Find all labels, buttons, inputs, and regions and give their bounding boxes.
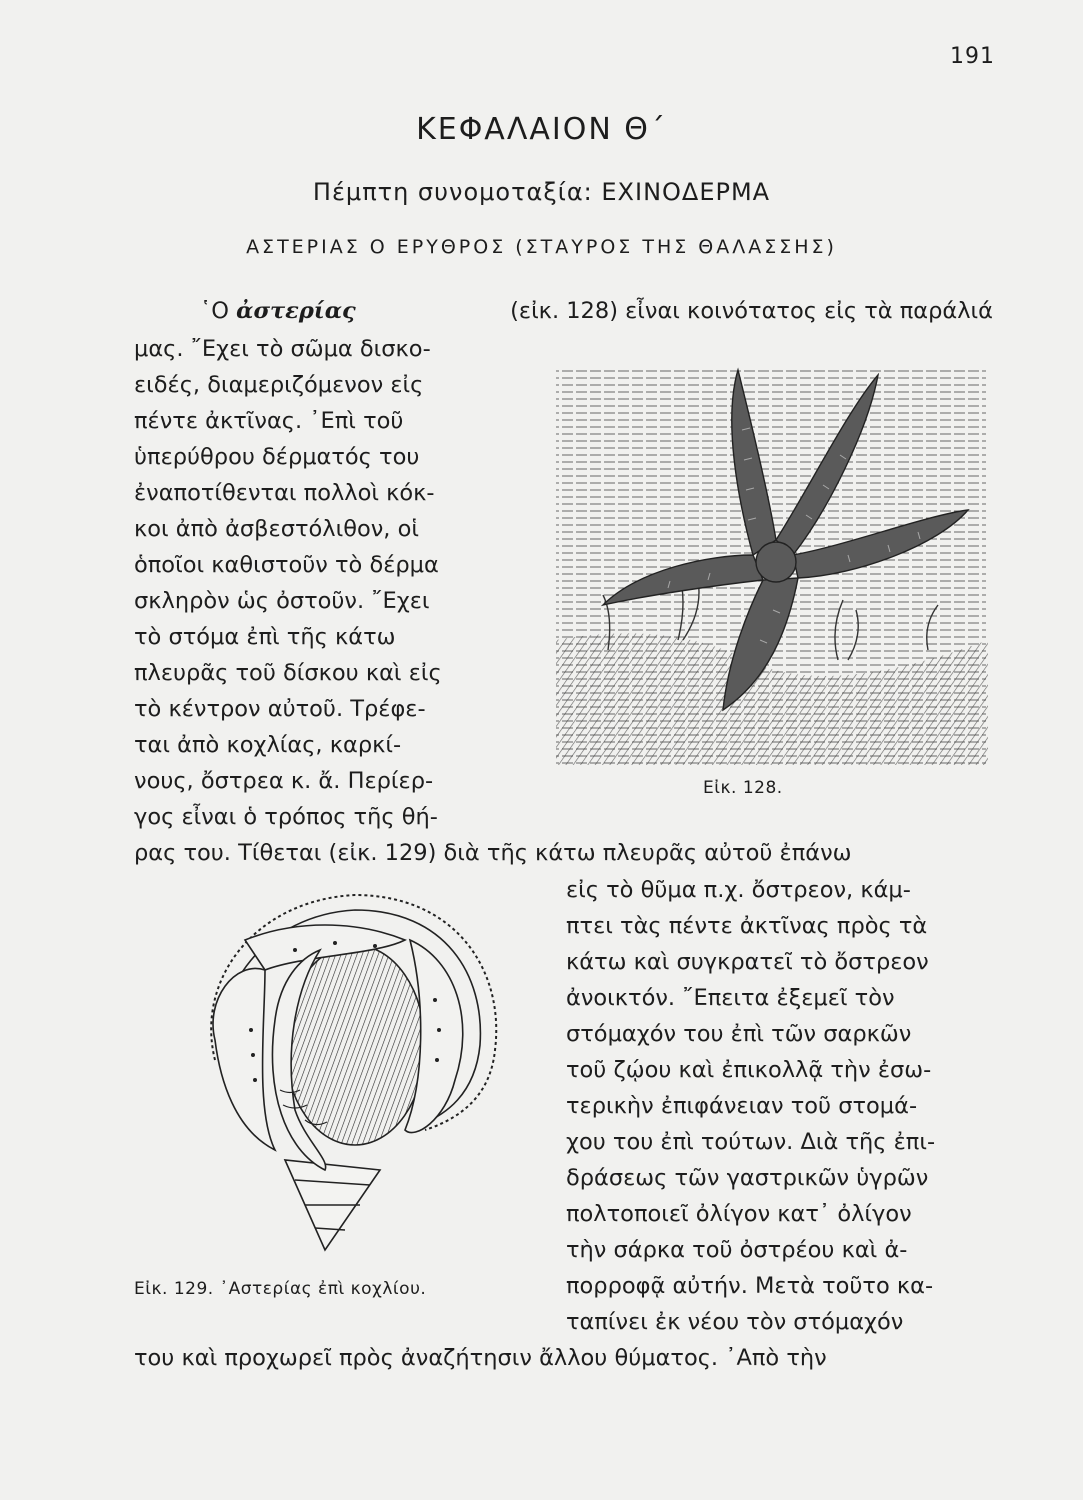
text-line: κάτω καὶ συγκρατεῖ τὸ ὄστρεον — [566, 949, 929, 975]
chapter-title: ΚΕΦΑΛΑΙΟΝ Θ΄ — [416, 112, 667, 147]
text-line: τὸ στόμα ἐπὶ τῆς κάτω — [134, 624, 396, 650]
figure-129-caption: Εἰκ. 129. ᾽Αστερίας ἐπὶ κοχλίου. — [134, 1279, 427, 1299]
text-line: ται ἀπὸ κοχλίας, καρκί- — [134, 732, 402, 758]
figure-128-starfish — [548, 340, 998, 770]
term-asterias: ἀστερίας — [236, 298, 356, 324]
text-line: ἀνοικτόν. ῎Επειτα ἐξεμεῖ τὸν — [566, 985, 895, 1011]
text-line: πορροφᾷ αὐτήν. Μετὰ τοῦτο κα- — [566, 1273, 934, 1299]
text-line: ρας του. Τίθεται (εἰκ. 129) διὰ τῆς κάτω πλευρᾶς αὐτοῦ ἐπάνω — [134, 840, 852, 866]
text-fragment: (εἰκ. 128) εἶναι κοινότατος εἰς τὰ παράλιά — [510, 298, 993, 324]
figure-128-caption: Εἰκ. 128. — [703, 778, 783, 798]
text-line: εἰς τὸ θῦμα π.χ. ὄστρεον, κάμ- — [566, 877, 911, 903]
text-line: τοῦ ζῴου καὶ ἐπικολλᾷ τὴν ἐσω- — [566, 1057, 932, 1083]
text-fragment: ῾Ο — [200, 298, 229, 324]
text-line: μας. ῎Εχει τὸ σῶμα δισκο- — [134, 336, 431, 362]
text-line: ειδές, διαμεριζόμενον εἰς — [134, 372, 424, 398]
text-line: νους, ὄστρεα κ. ἄ. Περίερ- — [134, 768, 434, 794]
text-line: σκληρὸν ὡς ὀστοῦν. ῎Εχει — [134, 588, 430, 614]
text-line: δράσεως τῶν γαστρικῶν ὑγρῶν — [566, 1165, 929, 1191]
page-number: 191 — [950, 44, 995, 69]
text-line: τερικὴν ἐπιφάνειαν τοῦ στομά- — [566, 1093, 918, 1119]
text-line: πλευρᾶς τοῦ δίσκου καὶ εἰς — [134, 660, 442, 686]
text-line: του καὶ προχωρεῖ πρὸς ἀναζήτησιν ἄλλου θύματος. ᾽Απὸ τὴν — [134, 1345, 827, 1371]
text-line: γος εἶναι ὁ τρόπος τῆς θή- — [134, 804, 438, 830]
text-line: πτει τὰς πέντε ἀκτῖνας πρὸς τὰ — [566, 913, 928, 939]
text-line: πολτοποιεῖ ὀλίγον κατ᾽ ὀλίγον — [566, 1201, 912, 1227]
text-line: τὴν σάρκα τοῦ ὀστρέου καὶ ἀ- — [566, 1237, 908, 1263]
text-line: ἐναποτίθενται πολλοὶ κόκ- — [134, 480, 435, 506]
text-line: πέντε ἀκτῖνας. ᾽Επὶ τοῦ — [134, 408, 404, 434]
section-title: ΑΣΤΕΡΙΑΣ Ο ΕΡΥΘΡΟΣ (ΣΤΑΥΡΟΣ ΤΗΣ ΘΑΛΑΣΣΗΣ) — [246, 236, 837, 258]
text-line — [200, 300, 993, 323]
text-line: ὁποῖοι καθιστοῦν τὸ δέρμα — [134, 552, 439, 578]
figure-129-starfish-on-shell — [155, 880, 530, 1270]
text-line: χου του ἐπὶ τούτων. Διὰ τῆς ἐπι- — [566, 1129, 936, 1155]
text-line: στόμαχόν του ἐπὶ τῶν σαρκῶν — [566, 1021, 912, 1047]
text-line: ταπίνει ἐκ νέου τὸν στόμαχόν — [566, 1309, 904, 1335]
text-line: κοι ἀπὸ ἀσβεστόλιθον, οἱ — [134, 516, 419, 542]
text-line: ὑπερύθρου δέρματός του — [134, 444, 420, 470]
subtitle: Πέμπτη συνομοταξία: ΕΧΙΝΟΔΕΡΜΑ — [312, 178, 771, 206]
text-line: τὸ κέντρον αὐτοῦ. Τρέφε- — [134, 696, 426, 722]
